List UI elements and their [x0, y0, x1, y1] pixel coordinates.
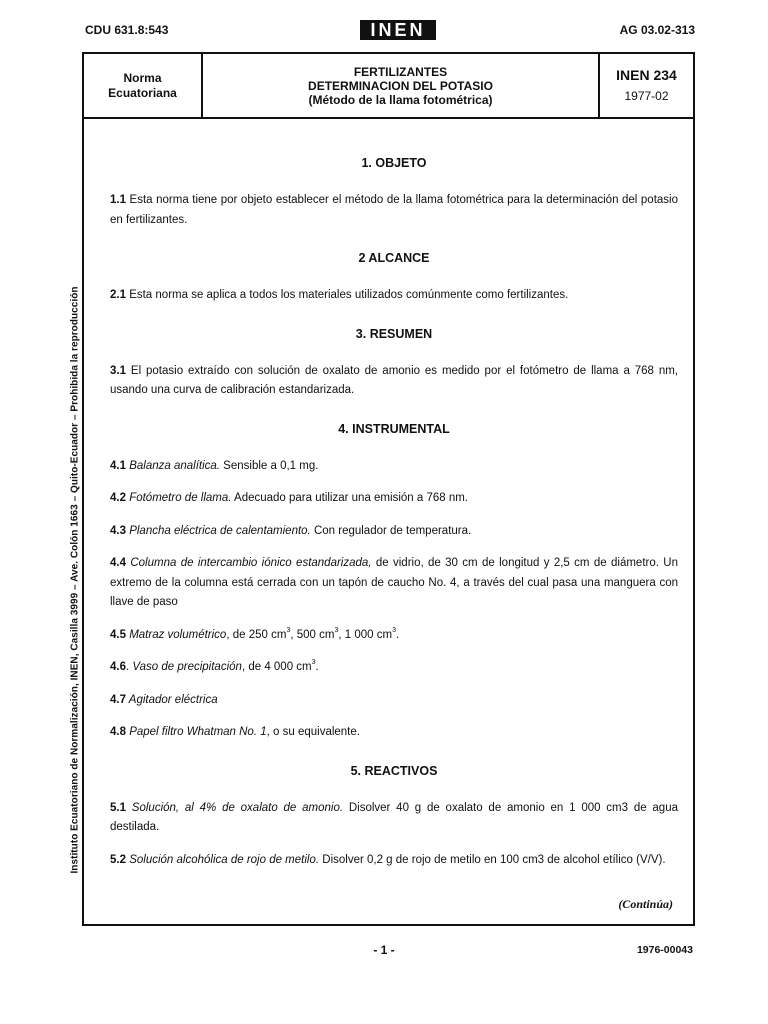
paragraph-4-3: 4.3 Plancha eléctrica de calentamiento. Con regulador de temperatura.: [110, 524, 472, 537]
paragraph-4-7: 4.7 Agitador eléctrica: [110, 693, 218, 706]
norm-date: 1977-02: [624, 89, 669, 103]
header-norma-cell: [84, 54, 203, 117]
sidebar-copyright-text: Instituto Ecuatoriano de Normalización, INEN, Casilla 3999 – Ave. Colón 1663 – Quito-Ecuador – Prohibida la reproducción: [69, 286, 81, 874]
section-heading-alcance: 2 ALCANCE: [358, 251, 430, 265]
inen-logo: INEN: [360, 20, 436, 40]
paragraph-1-1: 1.1 Esta norma tiene por objeto establecer el método de la llama fotométrica para la determinación del potasio en fertilizantes.: [110, 194, 678, 226]
document-frame: [82, 52, 695, 926]
header-title-cell: [203, 54, 600, 117]
document-header: [84, 54, 693, 119]
cdu-code: CDU 631.8:543: [85, 23, 169, 37]
section-heading-objeto: 1. OBJETO: [361, 156, 427, 170]
document-number: 1976-00043: [636, 944, 693, 956]
header-title-line3: (Método de la llama fotométrica): [308, 92, 493, 107]
paragraph-2-1: 2.1 Esta norma se aplica a todos los materiales utilizados comúnmente como fertilizantes.: [110, 289, 569, 301]
continua-note: (Continúa): [618, 897, 673, 911]
paragraph-5-1: 5.1 Solución, al 4% de oxalato de amonio. Disolver 40 g de oxalato de amonio en 1 000 cm3 de agua destilada.: [110, 801, 678, 833]
header-title-line1: FERTILIZANTES: [353, 64, 448, 79]
section-heading-resumen: 3. RESUMEN: [355, 326, 433, 341]
section-heading-instrumental: 4. INSTRUMENTAL: [338, 421, 450, 436]
paragraph-4-5: 4.5 Matraz volumétrico, de 250 $cm^3$, 500 $cm^3$, 1 000 $cm^3$.: [110, 626, 400, 641]
document-body: [110, 154, 678, 883]
ag-code: AG 03.02-313: [619, 23, 695, 37]
paragraph-4-6: 4.6. Vaso de precipitación, de 4 000 $cm^3$.: [110, 659, 319, 673]
paragraph-4-2: 4.2 Fotómetro de llama. Adecuado para utilizar una emisión a 768 nm.: [110, 492, 469, 504]
paragraph-4-1: 4.1 Balanza analítica. Sensible a 0,1 mg.: [110, 459, 319, 472]
header-code-cell: [600, 54, 693, 117]
page-number: - 1 -: [373, 943, 395, 957]
section-heading-reactivos: 5. REACTIVOS: [350, 763, 438, 778]
header-title-line2: DETERMINACION DEL POTASIO: [308, 78, 493, 93]
norm-code: INEN 234: [616, 67, 677, 83]
header-norma-line2: Ecuatoriana: [108, 85, 177, 100]
paragraph-4-4: 4.4 Columna de intercambio iónico estandarizada, de vidrio, de 30 cm de longitud y 2,5 cm de diámetro. Un extremo de la columna está cerrada con un tapón de caucho No. 4, a través del cual pasa una manguera con llave de paso: [110, 557, 678, 608]
top-bar: [82, 20, 695, 42]
paragraph-4-8: 4.8 Papel filtro Whatman No. 1, o su equivalente.: [110, 726, 360, 738]
paragraph-3-1: 3.1 El potasio extraído con solución de oxalato de amonio es medido por el fotómetro de llama a 768 nm, usando una curva de calibración estandarizada.: [110, 364, 678, 396]
paragraph-5-2: 5.2 Solución alcohólica de rojo de metilo. Disolver 0,2 g de rojo de metilo en 100 cm3 de alcohol etílico (V/V).: [110, 853, 666, 866]
header-norma-line1: Norma: [123, 70, 162, 85]
